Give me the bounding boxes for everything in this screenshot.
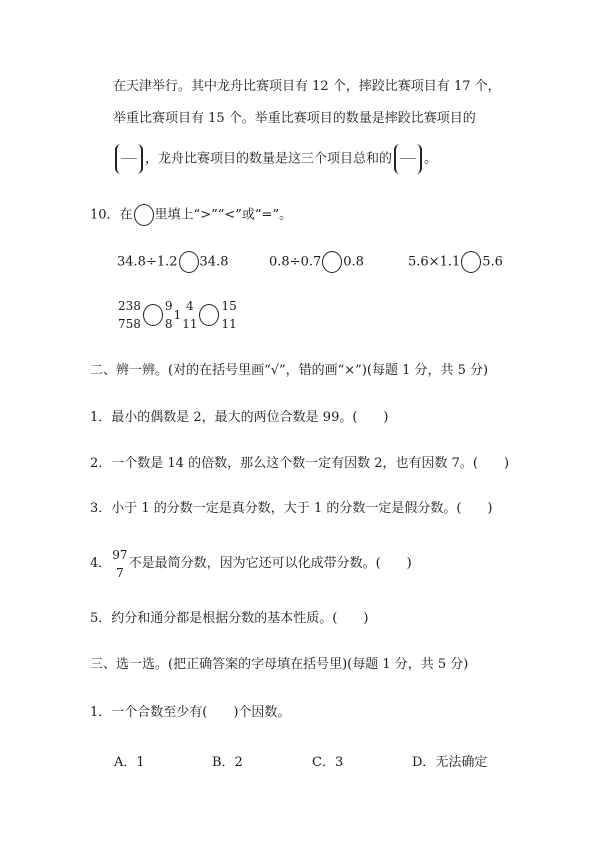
compare-item-2 [269, 251, 364, 273]
answer-bracket[interactable] [115, 144, 143, 174]
fraction-numerator: 15 [221, 299, 237, 313]
fraction-numerator: 38 [125, 299, 141, 313]
option-c[interactable]: C．3 [312, 755, 344, 770]
compare-item-1 [117, 251, 228, 273]
circle-icon [134, 204, 154, 226]
mixed-number-whole: 1 [173, 308, 182, 322]
fraction [112, 548, 127, 580]
answer-circle[interactable] [179, 251, 199, 273]
fraction-numerator: 2 [118, 299, 126, 313]
section3-heading: 三、选一选。(把正确答案的字母填在括号里)(每题 1 分，共 5 分) [90, 657, 469, 672]
judge-question-2: 2．一个数是 14 的倍数，那么这个数一定有因数 2，也有因数 7。( ) [90, 456, 510, 471]
answer-circle[interactable] [199, 304, 219, 326]
answer-circle[interactable] [322, 251, 342, 273]
fraction-denominator: 11 [221, 317, 237, 331]
fraction [165, 299, 173, 331]
problem10-title-suffix: 里填上“>”“<”或“=”。 [154, 207, 293, 223]
fraction-denominator: 11 [182, 317, 198, 331]
compare-left: 0.8÷0.7 [269, 254, 322, 270]
compare-fraction-row [117, 297, 238, 334]
compare-right: 5.6 [482, 254, 503, 270]
judge-question-5: 5．约分和通分都是根据分数的基本性质。( ) [90, 611, 369, 626]
problem9-line1: 在天津举行。其中龙舟比赛项目有 12 个，摔跤比赛项目有 17 个， [113, 79, 501, 94]
judge-question-4-text: 不是最简分数，因为它还可以化成带分数。( ) [128, 556, 412, 571]
choice-question-1: 1．一个合数至少有( )个因数。 [90, 705, 291, 720]
judge-question-3: 3．小于 1 的分数一定是真分数，大于 1 的分数一定是假分数。( ) [90, 501, 493, 516]
judge-question-4-prefix: 4． [90, 556, 112, 571]
fraction-numerator: 9 [164, 299, 173, 313]
fraction-denominator: 7 [116, 565, 124, 580]
compare-right: 0.8 [343, 254, 364, 270]
problem10-title [90, 204, 292, 226]
fraction-numerator: 97 [112, 547, 128, 562]
fraction [126, 299, 141, 331]
judge-question-1: 1．最小的偶数是 2，最大的两位合数是 99。( ) [90, 410, 389, 425]
problem9-line3-text: ，龙舟比赛项目的数量是这三个项目总和的 [145, 151, 393, 167]
fraction-denominator: 58 [125, 317, 141, 331]
fraction-denominator: 8 [164, 317, 173, 331]
answer-circle[interactable] [461, 251, 481, 273]
fraction [221, 299, 236, 331]
compare-left: 34.8÷1.2 [117, 254, 178, 270]
answer-circle[interactable] [143, 304, 163, 326]
compare-left: 5.6×1.1 [408, 254, 461, 270]
option-d[interactable]: D．无法确定 [412, 755, 488, 770]
option-b[interactable]: B．2 [212, 755, 243, 770]
compare-item-3 [408, 251, 503, 273]
fraction-numerator: 4 [186, 299, 194, 313]
compare-right: 34.8 [199, 254, 229, 270]
problem9-line3 [113, 144, 437, 174]
fraction [118, 299, 126, 331]
problem10-title-prefix: 10．在 [90, 207, 133, 223]
problem9-line2: 举重比赛项目有 15 个。举重比赛项目的数量是摔跤比赛项目的 [113, 111, 476, 126]
fraction-denominator: 7 [118, 317, 126, 331]
answer-bracket[interactable] [394, 144, 422, 174]
fraction [182, 299, 197, 331]
judge-question-4 [90, 546, 412, 582]
section2-heading: 二、辨一辨。(对的在括号里画“√”，错的画“×”)(每题 1 分，共 5 分) [90, 363, 489, 378]
problem9-line3-end: 。 [424, 151, 438, 167]
option-a[interactable]: A．1 [114, 755, 145, 770]
